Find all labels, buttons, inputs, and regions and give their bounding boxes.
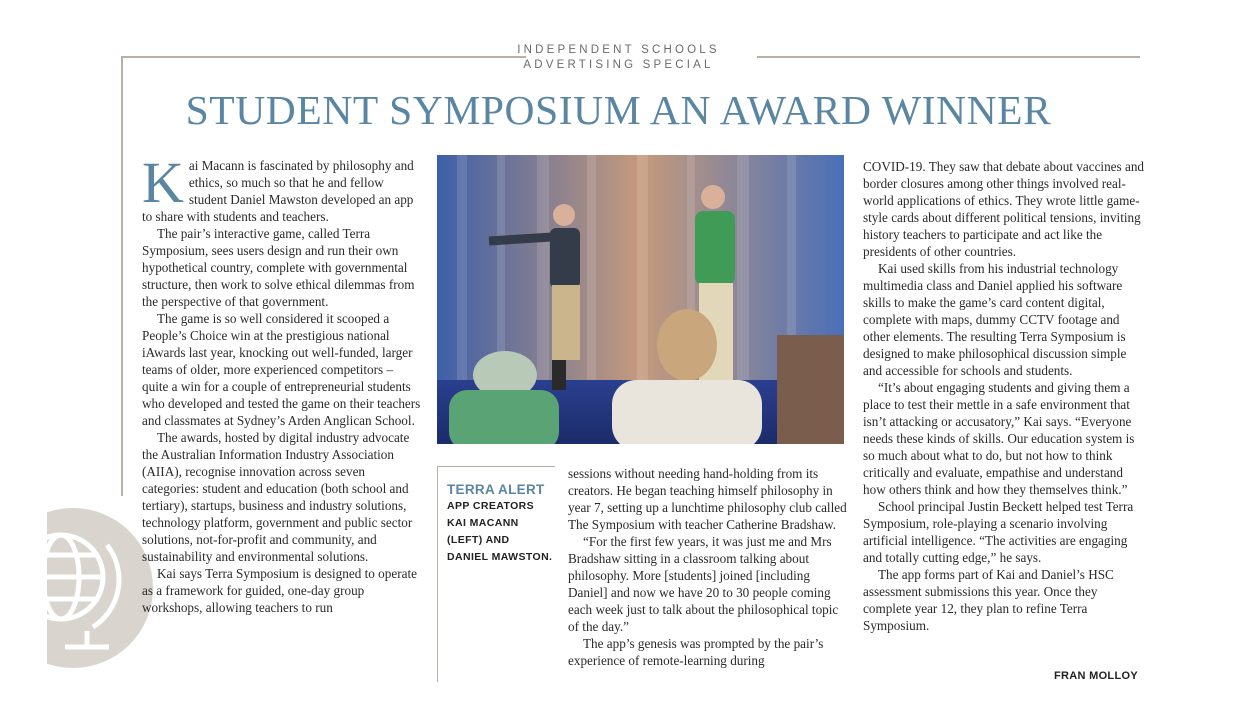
kicker-line-1: INDEPENDENT SCHOOLS	[517, 44, 720, 56]
paragraph: “For the first few years, it was just me and Mrs Bradshaw sitting in a classroom talking about philosophy. More [students] joined [including Daniel] and now we have 20 to 30 people coming each week just to talk about the philosophical topic of the day.”	[568, 534, 839, 634]
paragraph: The pair’s interactive game, called Terra Symposium, sees users design and run their own hypothetical country, complete with governmental structure, then work to solve ethical dilemmas from the perspective of that government.	[142, 226, 415, 309]
caption-divider	[437, 467, 438, 682]
caption-line: APP CREATORS	[447, 500, 535, 512]
caption-line: (LEFT) AND	[447, 534, 510, 546]
paragraph: Kai says Terra Symposium is designed to operate as a framework for guided, one-day group workshops, allowing teachers to run	[142, 566, 417, 615]
paragraph: “It’s about engaging students and giving them a place to test their mettle in a safe environment that isn’t attacking or accusatory,” Kai says. “Everyone needs these kinds of skills. Our education system is so much about what to do, but not how to think critically and evaluate, empathise and understand how others think and how they themselves think.”	[863, 380, 1135, 497]
paragraph: The awards, hosted by digital industry advocate the Australian Information Industry Association (AIIA), recognise innovation across seven categories: student and education (both school and tertiary), startups, business and industry solutions, technology platform, government and public sector solutions, not-for-profit and community, and sustainability and environmental solutions.	[142, 430, 413, 564]
photo-caption	[447, 481, 557, 566]
paragraph: The app’s genesis was prompted by the pair’s experience of remote-learning during	[568, 636, 824, 668]
section-kicker	[0, 43, 1237, 73]
paragraph: sessions without needing hand-holding from its creators. He began teaching himself philosophy in year 7, setting up a lunchtime philosophy club called The Symposium with teacher Catherine Bradshaw.	[568, 466, 847, 532]
paragraph: School principal Justin Beckett helped test Terra Symposium, role-playing a scenario involving artificial intelligence. “The activities are engaging and totally cutting edge,” he says.	[863, 499, 1134, 565]
paragraph: Kai Macann is fascinated by philosophy and ethics, so much so that he and fellow student Daniel Mawston developed an app to share with students and teachers.	[142, 150, 414, 224]
caption-line: DANIEL MAWSTON.	[447, 551, 553, 563]
author-byline: FRAN MOLLOY	[1054, 670, 1138, 682]
caption-line: KAI MACANN	[447, 517, 519, 529]
paragraph: COVID-19. They saw that debate about vaccines and border closures among other things involved real-world applications of ethics. They wrote little game-style cards about different political tensions, inviting history teachers to participate and act like the presidents of other countries.	[863, 159, 1145, 259]
globe-icon	[47, 497, 153, 679]
caption-title: TERRA ALERT	[447, 482, 545, 497]
article-column-1	[142, 150, 422, 616]
article-photo	[437, 155, 844, 444]
paragraph: The app forms part of Kai and Daniel’s HSC assessment submissions this year. Once they complete year 12, they plan to refine Terra Symposium.	[863, 567, 1114, 633]
article-column-3	[863, 158, 1145, 634]
kicker-line-2: ADVERTISING SPECIAL	[523, 59, 714, 71]
paragraph: Kai used skills from his industrial technology multimedia class and Daniel applied his software skills to make the game’s card content digital, complete with maps, dummy CCTV footage and other elements. The resulting Terra Symposium is designed to make philosophical discussion simple and accessible for schools and students.	[863, 261, 1127, 378]
paragraph: The game is so well considered it scooped a People’s Choice win at the prestigious national iAwards last year, knocking out well-funded, larger teams of older, more experienced competitors – quite a win for a couple of entrepreneurial students who developed and tested the game on their teachers and classmates at Sydney’s Arden Anglican School.	[142, 311, 421, 428]
drop-cap: K	[142, 150, 184, 215]
article-headline: STUDENT SYMPOSIUM AN AWARD WINNER	[185, 87, 1052, 133]
article-column-2	[568, 465, 848, 669]
caption-top-rule	[437, 466, 555, 467]
